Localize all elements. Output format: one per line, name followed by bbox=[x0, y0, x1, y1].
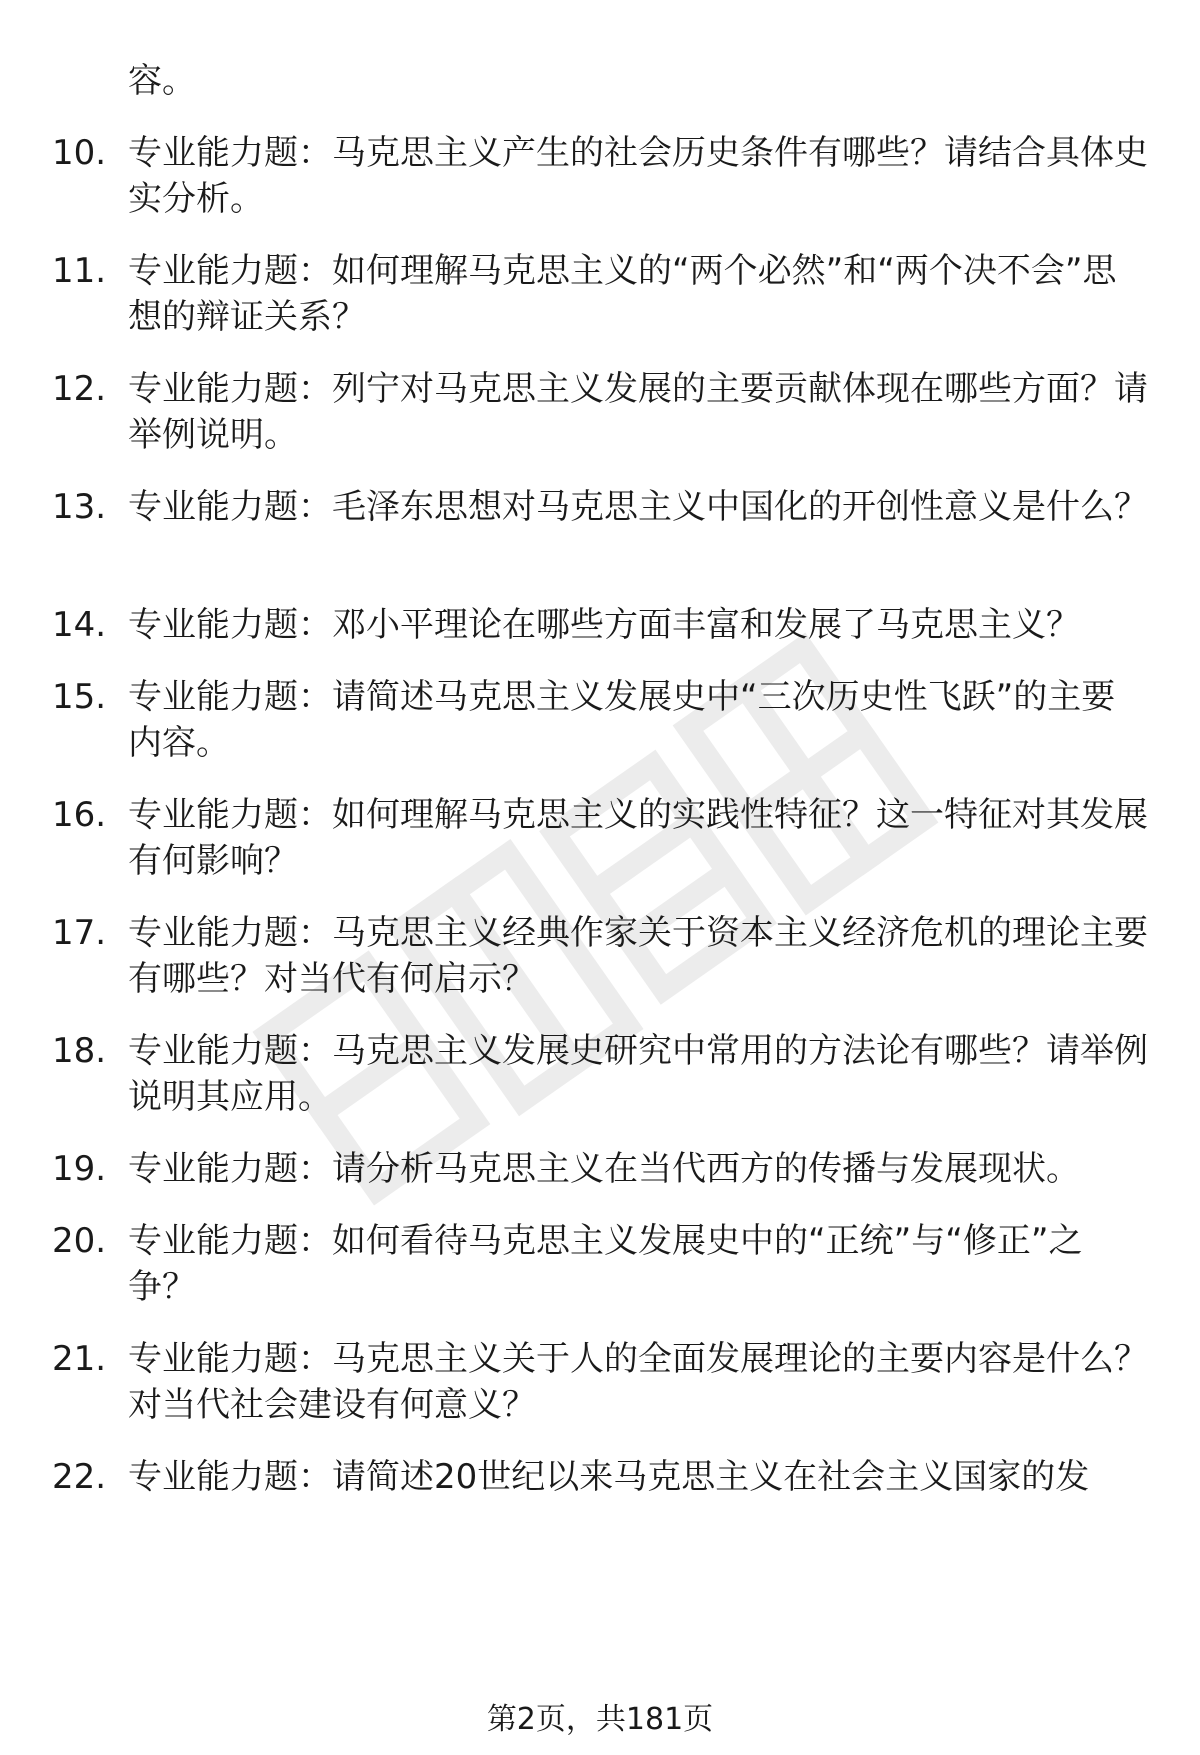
question-text: 专业能力题：请分析马克思主义在当代西方的传播与发展现状。 bbox=[128, 1149, 1080, 1189]
question-text: 专业能力题：请简述20世纪以来马克思主义在社会主义国家的发 bbox=[128, 1457, 1090, 1497]
question-text: 专业能力题：如何看待马克思主义发展史中的“正统”与“修正”之争？ bbox=[128, 1221, 1083, 1307]
question-number: 11. bbox=[52, 251, 107, 291]
question-text: 专业能力题：马克思主义产生的社会历史条件有哪些？请结合具体史实分析。 bbox=[128, 133, 1148, 219]
question-number: 19. bbox=[52, 1149, 107, 1189]
question-text: 专业能力题：毛泽东思想对马克思主义中国化的开创性意义是什么？ bbox=[128, 487, 1148, 527]
question-text: 专业能力题：如何理解马克思主义的实践性特征？这一特征对其发展有何影响？ bbox=[128, 795, 1148, 881]
question-number: 18. bbox=[52, 1031, 107, 1071]
question-number: 15. bbox=[52, 677, 107, 717]
question-number: 12. bbox=[52, 369, 107, 409]
question-text: 专业能力题：马克思主义经典作家关于资本主义经济危机的理论主要有哪些？对当代有何启示？ bbox=[128, 913, 1148, 999]
question-number: 16. bbox=[52, 795, 107, 835]
question-text: 专业能力题：马克思主义发展史研究中常用的方法论有哪些？请举例说明其应用。 bbox=[128, 1031, 1148, 1117]
question-text: 专业能力题：邓小平理论在哪些方面丰富和发展了马克思主义？ bbox=[128, 605, 1080, 645]
question-text: 专业能力题：列宁对马克思主义发展的主要贡献体现在哪些方面？请举例说明。 bbox=[128, 369, 1148, 455]
question-text: 专业能力题：马克思主义关于人的全面发展理论的主要内容是什么？对当代社会建设有何意义？ bbox=[128, 1339, 1148, 1425]
question-text: 专业能力题：请简述马克思主义发展史中“三次历史性飞跃”的主要内容。 bbox=[128, 677, 1116, 763]
question-number: 22. bbox=[52, 1457, 107, 1497]
question-number: 10. bbox=[52, 133, 107, 173]
question-text: 专业能力题：如何理解马克思主义的“两个必然”和“两个决不会”思想的辩证关系？ bbox=[128, 251, 1117, 337]
continuation-text: 容。 bbox=[128, 61, 196, 101]
question-number: 20. bbox=[52, 1221, 107, 1261]
page-footer: 第2页，共181页 bbox=[486, 1702, 714, 1737]
question-number: 13. bbox=[52, 487, 107, 527]
question-number: 14. bbox=[52, 605, 107, 645]
question-number: 17. bbox=[52, 913, 107, 953]
question-number: 21. bbox=[52, 1339, 107, 1379]
